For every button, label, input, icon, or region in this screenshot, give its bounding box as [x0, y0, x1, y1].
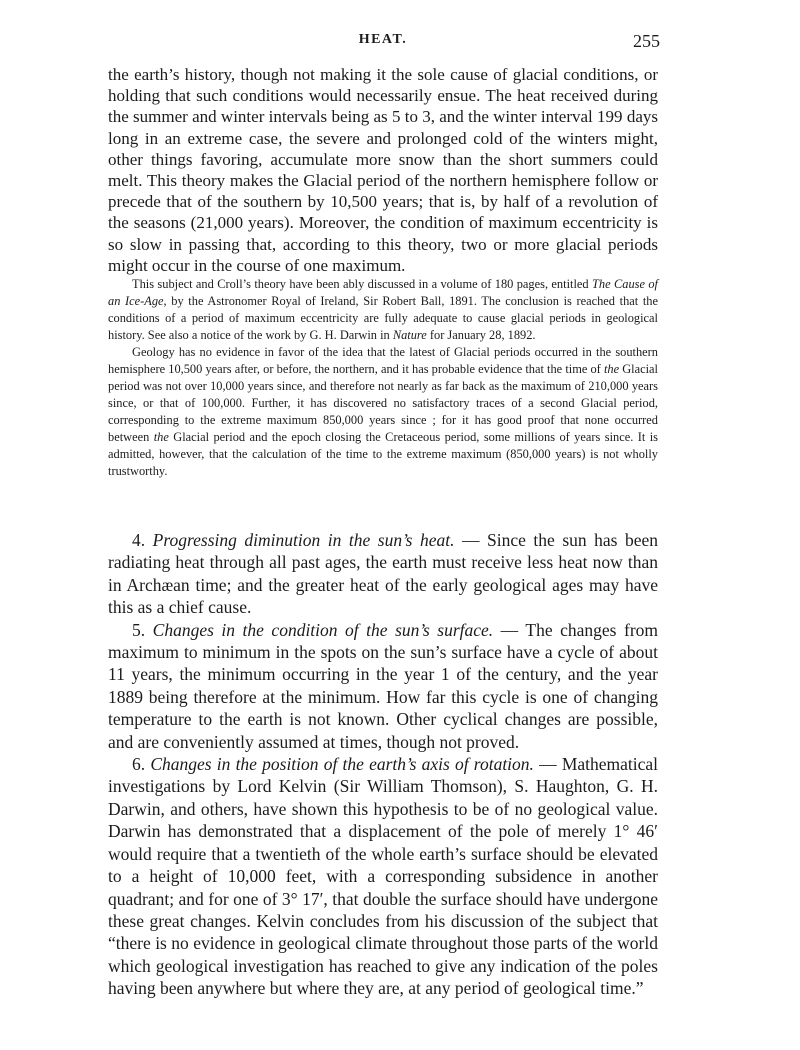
note-geology-evidence [108, 344, 658, 480]
journal-title: Nature [392, 328, 427, 342]
paragraph-text: the earth’s history, though not making it the sole cause of glacial conditions, or holding that such conditions would necessarily ensue. The heat received during the summer and winter intervals being as 5 to 3, and the winter interval 199 days long in an extreme case, the severe and prolonged cold of the winters might, other things favoring, accumulate more snow than the short summers could melt. This theory makes the Glacial period of the northern hemisphere follow or precede that of the southern by 10,500 years; that is, by half of a revolution of the seasons (21,000 years). Moreover, the condition of maximum eccentricity is so slow in passing that, according to this theory, two or more glacial periods might occur in the course of one maximum. [108, 65, 658, 275]
footnote-block [108, 276, 658, 480]
note-text: , by the Astronomer Royal of Ireland, Sir Robert Ball, 1891. The conclusion is reached that the conditions of a period of maximum eccentricity are fully adequate to cause glacial periods in geological history. See also a notice of the work by G. H. Darwin in [108, 294, 658, 342]
section-item [108, 753, 658, 999]
note-emphasis: the [153, 430, 169, 444]
page-header [108, 32, 658, 56]
section-item [108, 529, 658, 619]
note-emphasis: the [603, 362, 620, 376]
section-item [108, 619, 658, 753]
section-heading: Changes in the position of the earth’s axis of rotation. [150, 754, 534, 775]
section-dash: — [493, 619, 526, 640]
section-number: 6. [132, 754, 146, 775]
section-text: Since the sun has been radiating heat through all past ages, the earth must receive less heat now than in Archæan time; and the greater heat of the early geological ages may have this as a chief cause. [108, 530, 659, 618]
continuation-paragraph [108, 64, 658, 276]
section-heading: Changes in the condition of the sun’s surface. [152, 619, 494, 640]
section-text: Mathematical investigations by Lord Kelvin (Sir William Thomson), S. Haughton, G. H. Darwin, and others, have shown this hypothesis to be of no geological value. Darwin has demonstrated that a displacement of the pole of merely 1° 46′ would require that a twentieth of the whole earth’s surface should be elevated to a height of 10,000 feet, with a corresponding subsidence in another quadrant; and for one of 3° 17′, that double the surface should have undergone these great changes. Kelvin concludes from his discussion of the subject that “there is no evidence in geological climate throughout those parts of the world which geological investigation has reached to give any indication of the poles having been anywhere but where they are, at any period of geological time.” [108, 754, 659, 999]
section-heading: Progressing diminution in the sun’s heat. [152, 530, 455, 550]
section-number: 5. [132, 619, 146, 640]
book-title: The Cause of an Ice-Age [108, 277, 658, 308]
running-head: HEAT. [358, 32, 408, 47]
page-number: 255 [633, 31, 660, 51]
section-list [108, 529, 658, 1000]
section-dash: — [533, 754, 562, 775]
note-croll-theory [108, 276, 658, 344]
note-text: Glacial period was not over 10,000 years since, and therefore not nearly as far back as the maximum of 210,000 years since, or that of 100,000. Further, it has discovered no satisfactory traces of a second Glacial period, corresponding to the extreme maximum 850,000 years since ; for it has good proof that none occurred between [108, 362, 658, 444]
note-text: Geology has no evidence in favor of the idea that the latest of Glacial periods occurred in the southern hemisphere 10,500 years after, or before, the northern, and it has probable evidence that the time of [108, 345, 658, 376]
note-text: This subject and Croll’s theory have been ably discussed in a volume of 180 pages, entitled [132, 277, 592, 291]
note-text: for January 28, 1892. [426, 328, 536, 342]
note-text: Glacial period and the epoch closing the Cretaceous period, some millions of years since. It is admitted, however, that the calculation of the time to the extreme maximum (850,000 years) is not wholly trustworthy. [108, 430, 658, 478]
section-number: 4. [132, 530, 146, 550]
section-dash: — [454, 530, 488, 550]
section-text: The changes from maximum to minimum in the spots on the sun’s surface have a cycle of about 11 years, the minimum occurring in the year 1 of the century, and the year 1889 being therefore at the minimum. How far this cycle is one of changing temperature to the earth is not known. Other cyclical changes are possible, and are conveniently assumed at times, though not proved. [108, 619, 659, 752]
